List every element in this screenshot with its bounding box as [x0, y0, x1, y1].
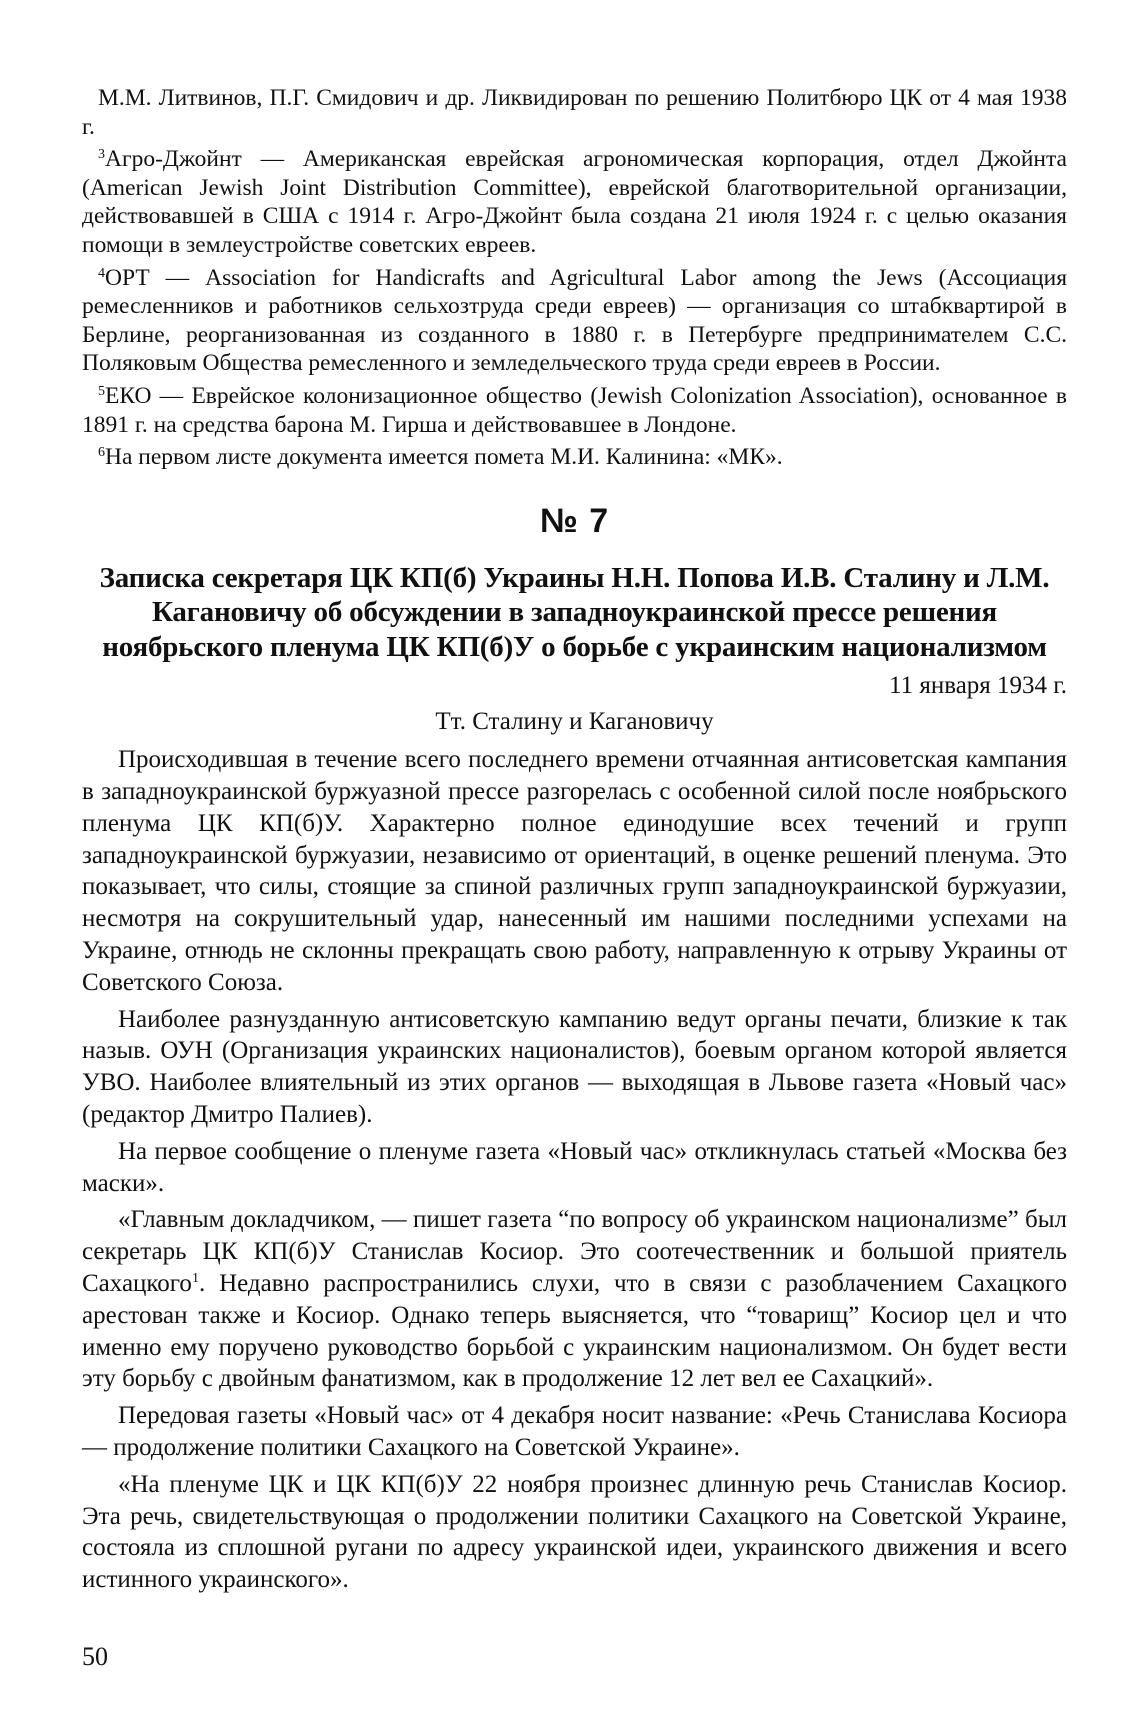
page-content [82, 84, 1067, 1601]
footnote [82, 264, 1067, 378]
footnote-text: ЕКО — Еврейское колонизационное общество (Jewish Colonization Association), основанное в 1891 г. на средства барона М. Гирша и действовавшее в Лондоне. [82, 382, 1067, 438]
footnote-number: 5 [98, 383, 105, 399]
paragraph-text: «Главным докладчиком, — пишет газета “по вопросу об украинском национализме” был секретарь ЦК КП(б)У Станислав Косиор. Это соотечественник и большой приятель Сахацкого [82, 1206, 1067, 1297]
body-paragraph: Передовая газеты «Новый час» от 4 декабря носит название: «Речь Станислава Косиора — продолжение политики Сахацкого на Советской Украине». [82, 1402, 1067, 1461]
footnote [82, 382, 1067, 439]
document-title: Записка секретаря ЦК КП(б) Украины Н.Н. Попова И.В. Сталину и Л.М. Кагановичу об обсуждении в западноукраинской прессе решения ноябрьского пленума ЦК КП(б)У о борьбе с украинским национализмом [99, 561, 1050, 663]
page-number: 50 [82, 1642, 108, 1671]
footnote-number: 3 [98, 147, 105, 163]
document-number: № 7 [539, 501, 610, 540]
footnote [82, 145, 1067, 259]
body-paragraph: На первое сообщение о пленуме газета «Новый час» откликнулась статьей «Москва без маски». [82, 1137, 1067, 1197]
body-paragraph: Наиболее разнузданную антисоветскую кампанию ведут органы печати, близкие к так назыв. ОУН (Организация украинских националистов), боевым органом которой является УВО. Наиболее влиятельный из этих органов — выходящая в Львове газета «Новый час» (редактор Дмитро Палиев). [82, 1005, 1067, 1128]
body-paragraph [82, 1204, 1067, 1395]
footnote-text: ОРТ — Association for Handicrafts and Agricultural Labor among the Jews (Ассоциация ремесленников и работников сельхозтруда среди евреев) — организация со штабквартирой в Берлине, реорганизованная из созданного в 1880 г. в Петербурге предпринимателем С.С. Поляковым Общества ремесленного и земледельческого труда среди евреев в России. [82, 264, 1067, 377]
body-paragraph: Происходившая в течение всего последнего времени отчаянная антисоветская кампания в западноукраинской буржуазной прессе разгорелась с особенной силой после ноябрьского пленума ЦК КП(б)У. Характерно полное единодушие всех течений и групп западноукраинской буржуазии, независимо от ориентаций, в оценке решений пленума. Это показывает, что силы, стоящие за спиной различных групп западноукраинской буржуазии, несмотря на сокрушительный удар, нанесенный им нашими последними успехами на Украине, отнюдь не склонны прекращать свою работу, направленную к отрыву Украины от Советского Союза. [82, 746, 1067, 996]
footnote-ref: 1 [191, 1270, 199, 1286]
document-body [82, 744, 1067, 1596]
addressee: Тт. Сталину и Кагановичу [435, 708, 714, 736]
footnote-text: На первом листе документа имеется помета М.И. Калинина: «МК». [105, 444, 783, 471]
footnote-number: 6 [98, 445, 105, 461]
footnote-text: Агро-Джойнт — Американская еврейская агрономическая корпорация, отдел Джойнта (American Jewish Joint Distribution Committee), еврейской благотворительной организации, действовавшей в США с 1914 г. Агро-Джойнт была создана 21 июля 1924 г. с целью оказания помощи в землеустройстве советских евреев. [82, 146, 1067, 258]
footnote-number: 4 [98, 265, 105, 281]
body-paragraph: «На пленуме ЦК и ЦК КП(б)У 22 ноября произнес длинную речь Станислав Косиор. Эта речь, свидетельствующая о продолжении политики Сахацкого на Советской Украине, состояла из сплошной ругани по адресу украинской идеи, украинского движения и всего истинного украинского». [82, 1470, 1067, 1594]
document-date: 11 января 1934 г. [889, 672, 1067, 700]
footnotes-section [82, 84, 1067, 472]
footnote-continuation [82, 84, 1067, 141]
footnote [82, 443, 1067, 472]
footnote-text: М.М. Литвинов, П.Г. Смидович и др. Ликвидирован по решению Политбюро ЦК от 4 мая 1938 г. [82, 85, 1067, 140]
paragraph-text: . Недавно распространились слухи, что в связи с разоблачением Сахацкого арестован также и Косиор. Однако теперь выясняется, что “товарищ” Косиор цел и что именно ему поручено руководство борьбой с украинским национализмом. Он будет вести эту борьбу с двойным фанатизмом, как в продолжение 12 лет вел ее Сахацкий». [82, 1269, 1067, 1393]
